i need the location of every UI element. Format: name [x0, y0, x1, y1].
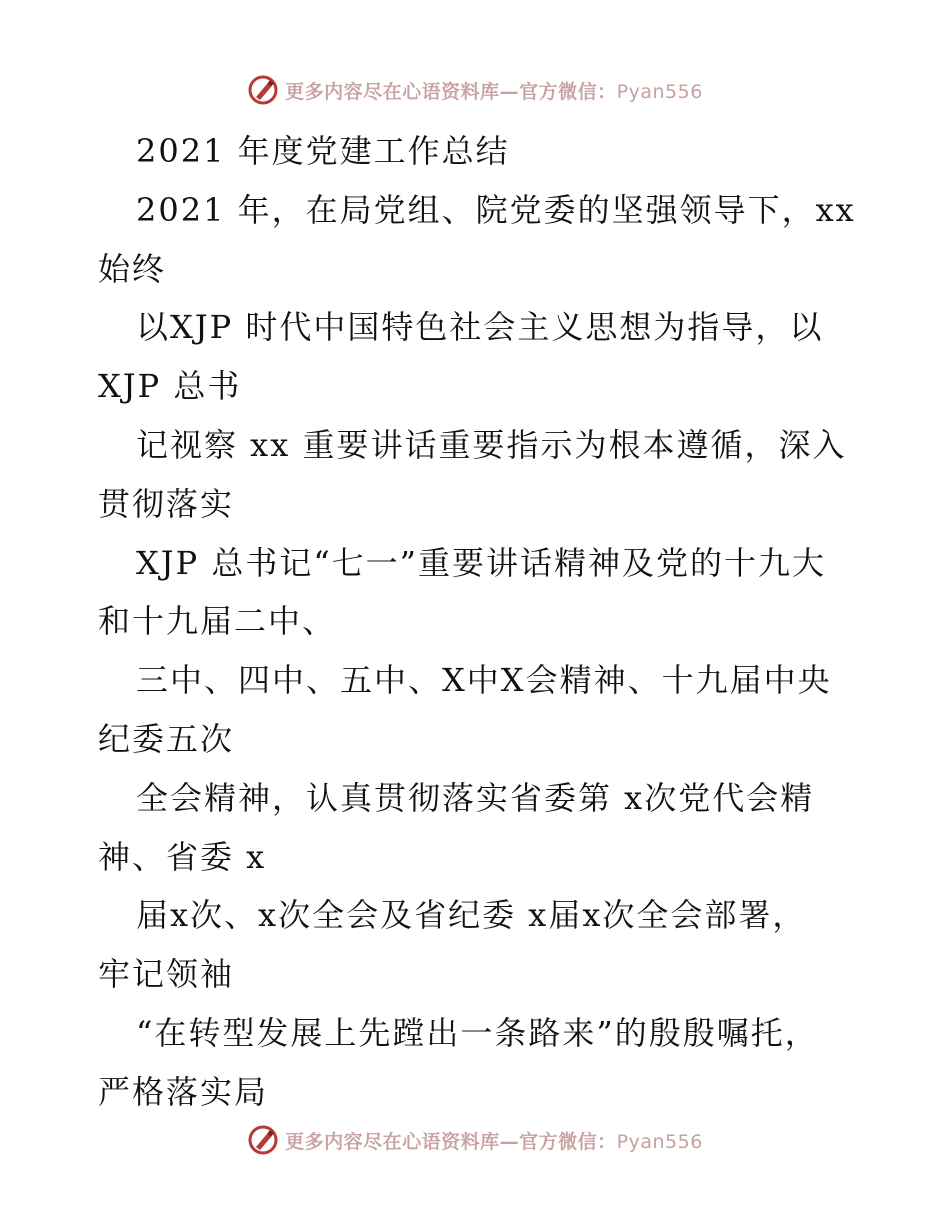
doc-line: 牢记领袖 — [98, 955, 235, 994]
doc-line: XJP 总书 — [98, 367, 242, 406]
banner-wechat-id: Pyan556 — [616, 80, 703, 103]
doc-line: 贯彻落实 — [98, 484, 235, 523]
doc-line: XJP 总书记“七一”重要讲话精神及党的十九大 — [136, 543, 827, 582]
header-banner — [0, 70, 950, 110]
doc-line: 2021 年，在局党组、院党委的坚强领导下，xx — [136, 190, 856, 229]
doc-line: 三中、四中、五中、X中X会精神、十九届中央 — [136, 661, 832, 700]
banner-slogan: 更多内容尽在心语资料库—官方微信： — [285, 80, 617, 103]
banner-text — [285, 77, 703, 104]
doc-line: 2021 年度党建工作总结 — [136, 132, 510, 170]
document-body — [98, 122, 858, 1122]
banner-wechat-id: Pyan556 — [616, 1130, 703, 1153]
doc-line: 全会精神，认真贯彻落实省委第 x次党代会精 — [136, 778, 815, 817]
doc-line: 记视察 xx 重要讲话重要指示为根本遵循，深入 — [136, 425, 847, 464]
footer-banner — [0, 1120, 950, 1160]
doc-line: 和十九届二中、 — [98, 602, 337, 641]
doc-line: “在转型发展上先蹚出一条路来”的殷殷嘱托， — [136, 1013, 819, 1052]
doc-line: 以XJP 时代中国特色社会主义思想为指导，以 — [136, 308, 824, 347]
doc-line: 始终 — [98, 249, 167, 288]
doc-line: 严格落实局 — [98, 1072, 269, 1111]
banner-slogan: 更多内容尽在心语资料库—官方微信： — [285, 1130, 617, 1153]
pen-logo-icon — [247, 74, 279, 106]
banner-text — [285, 1127, 703, 1154]
doc-line: 纪委五次 — [98, 719, 235, 758]
pen-logo-icon — [247, 1124, 279, 1156]
doc-line: 神、省委 x — [98, 837, 267, 876]
doc-line: 届x次、x次全会及省纪委 x届x次全会部署， — [136, 896, 807, 935]
